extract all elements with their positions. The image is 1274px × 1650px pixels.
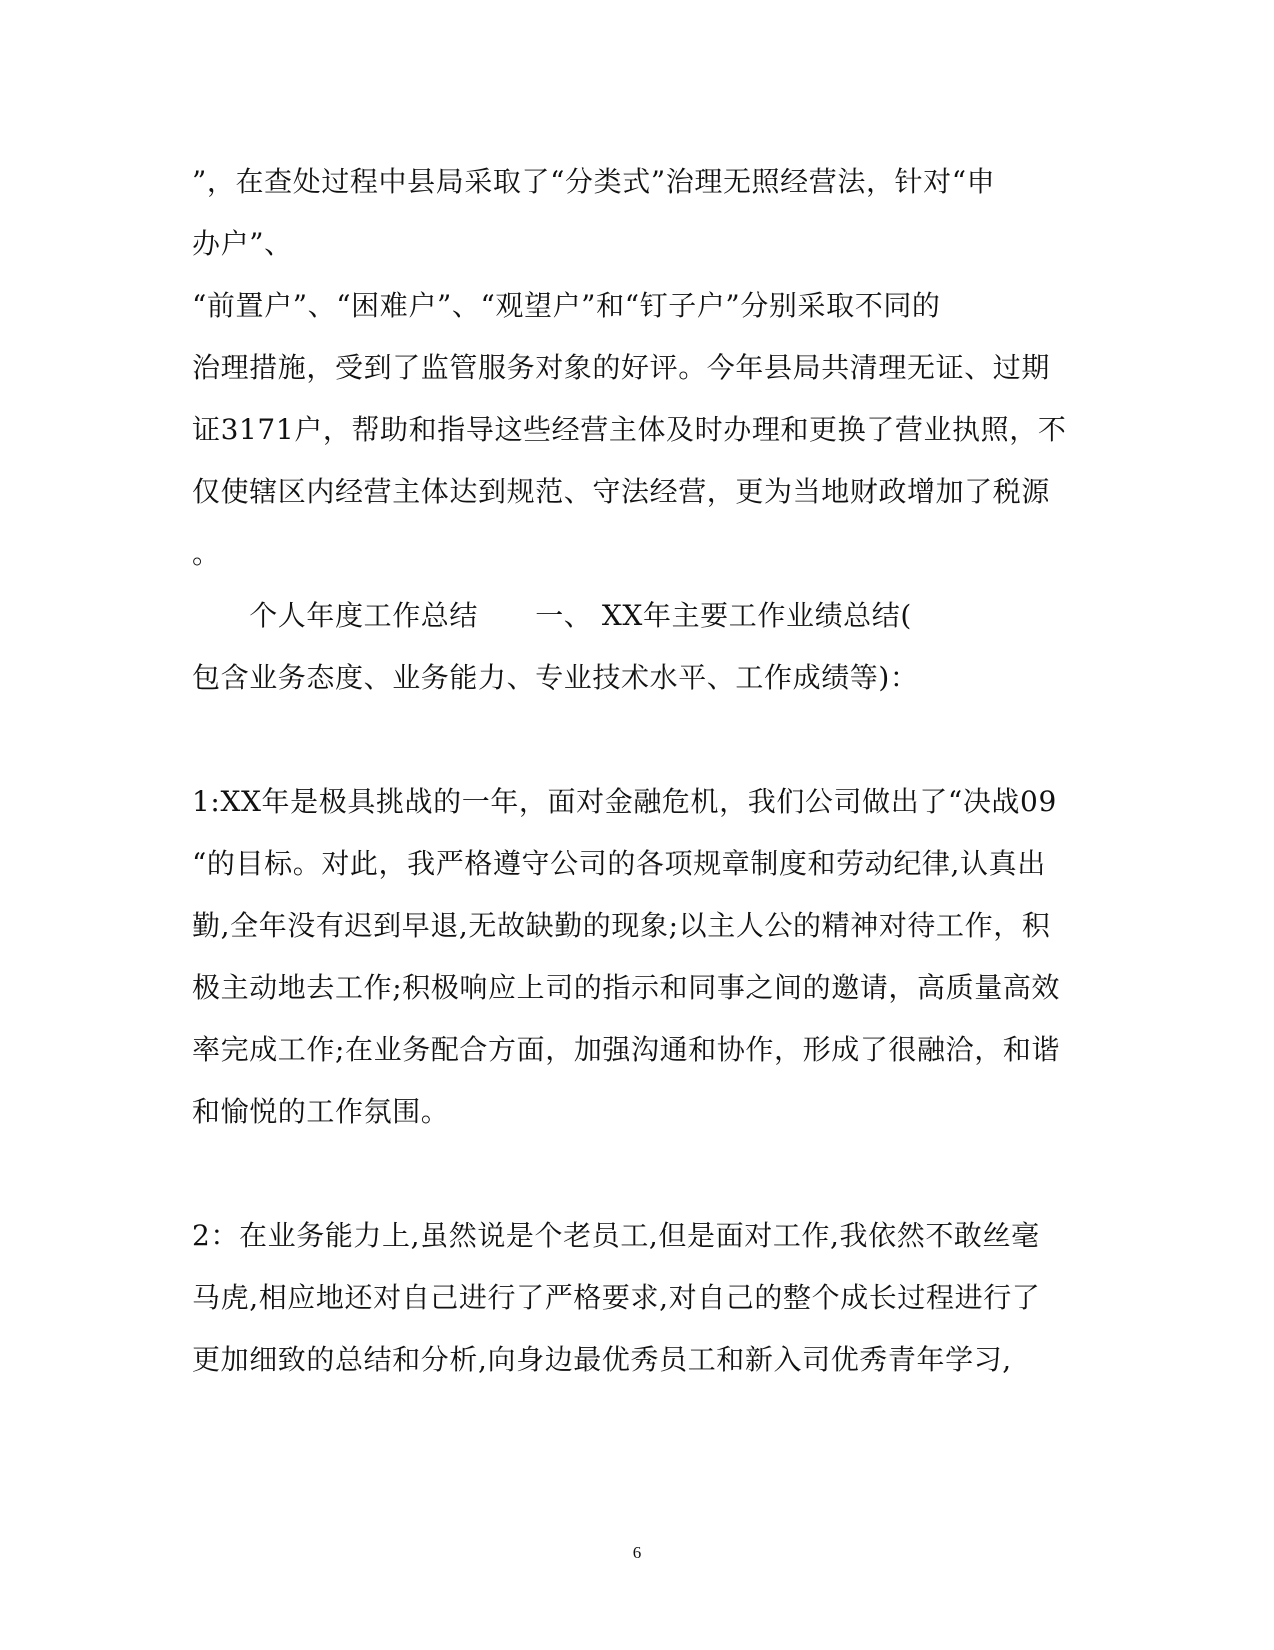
- text-line: 办户”、: [192, 227, 293, 260]
- text-line: “的目标。对此，我严格遵守公司的各项规章制度和劳动纪律,认真出: [192, 847, 1046, 880]
- text-line: 马虎,相应地还对自己进行了严格要求,对自己的整个成长过程进行了: [192, 1281, 1041, 1314]
- text-line: 2：在业务能力上,虽然说是个老员工,但是面对工作,我依然不敢丝毫: [192, 1219, 1040, 1252]
- text-line: “前置户”、“困难户”、“观望户”和“钉子户”分别采取不同的: [192, 289, 941, 322]
- text-line: ”，在查处过程中县局采取了“分类式”治理无照经营法，针对“申: [192, 165, 996, 198]
- text-line: 治理措施，受到了监管服务对象的好评。今年县局共清理无证、过期: [192, 351, 1051, 384]
- text-line: 更加细致的总结和分析,向身边最优秀员工和新入司优秀青年学习,: [192, 1343, 1012, 1376]
- text-line: 。: [192, 537, 221, 570]
- text-line: 和愉悦的工作氛围。: [192, 1095, 450, 1128]
- text-line: 仅使辖区内经营主体达到规范、守法经营，更为当地财政增加了税源: [192, 475, 1051, 508]
- page-number: 6: [632, 1543, 642, 1562]
- text-line: 证3171户，帮助和指导这些经营主体及时办理和更换了营业执照，不: [192, 413, 1067, 446]
- text-line: 勤,全年没有迟到早退,无故缺勤的现象;以主人公的精神对待工作，积: [192, 909, 1051, 942]
- text-line: 个人年度工作总结 一、 XX年主要工作业绩总结(: [192, 599, 912, 632]
- text-line: 极主动地去工作;积极响应上司的指示和同事之间的邀请，高质量高效: [192, 971, 1061, 1004]
- text-line: 1:XX年是极具挑战的一年，面对金融危机，我们公司做出了“决战09: [192, 785, 1057, 818]
- text-line: 包含业务态度、业务能力、专业技术水平、工作成绩等)：: [192, 661, 919, 694]
- text-line: 率完成工作;在业务配合方面，加强沟通和协作，形成了很融洽，和谐: [192, 1033, 1061, 1066]
